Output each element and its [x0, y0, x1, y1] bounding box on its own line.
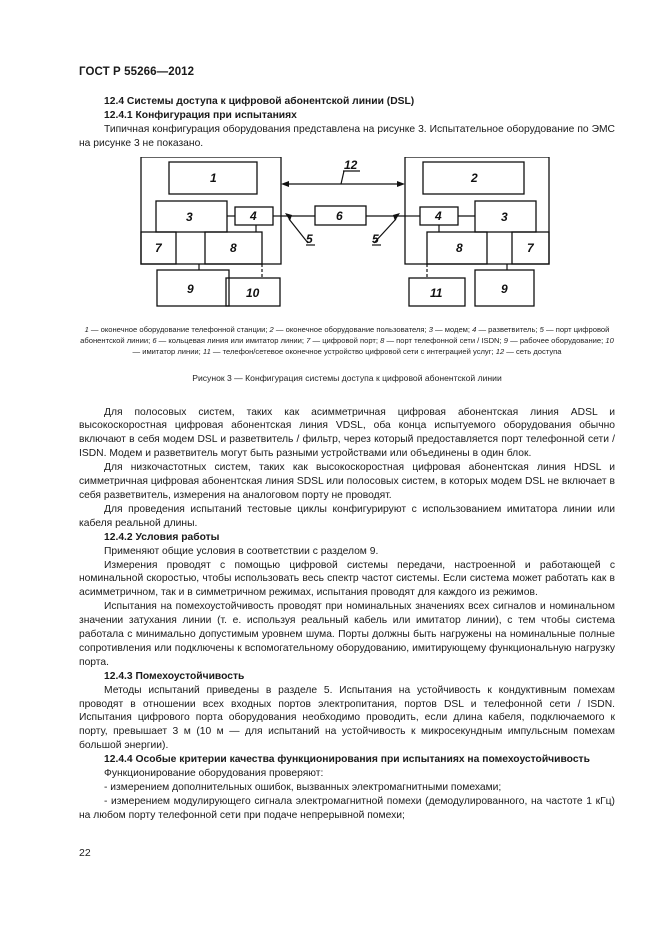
- paragraph-checks: Функционирование оборудования проверяют:: [104, 768, 324, 780]
- label-7-left: 7: [155, 240, 162, 255]
- label-2: 2: [471, 170, 478, 185]
- document-body: [79, 95, 615, 823]
- page-number: 22: [79, 847, 91, 859]
- label-9-left: 9: [187, 281, 194, 296]
- label-4-right: 4: [435, 208, 442, 223]
- paragraph-test-methods: Методы испытаний приведены в разделе 5. Испытания на устойчивость к кондуктивным помехам проводят в отношении всех входных портов электропитания, портов DSL и телефонной сети / ISDN. Испытания цифрового порта оборудования необходимо проводить, если длина кабеля, подключаемого к порту, превышает 3 м (10 м — для испытаний на устойчивость к микросекундным импульсным помехам большой энергии).: [79, 684, 615, 752]
- figure-caption: Рисунок 3 — Конфигурация системы доступа к цифровой абонентской линии: [192, 372, 502, 383]
- label-4-left: 4: [250, 208, 257, 223]
- subsection-heading-12-4-1: 12.4.1 Конфигурация при испытаниях: [104, 109, 297, 121]
- label-7-right: 7: [527, 240, 534, 255]
- paragraph-intro: Типичная конфигурация оборудования представлена на рисунке 3. Испытательное оборудование по ЭМС на рисунке 3 не показано.: [79, 123, 615, 149]
- list-item: - измерением модулирующего сигнала электромагнитной помехи (демодулированного, на частоте 1 кГц) на любом порту телефонной сети при подаче непрерывной помехи;: [79, 795, 615, 821]
- dsl-configuration-diagram: [79, 157, 615, 317]
- label-11: 11: [430, 285, 443, 300]
- paragraph-measurements: Измерения проводят с помощью цифровой системы передачи, настроенной и работающей с номинальной скоростью, чтобы использовать весь спектр частот системы. Если система может работать как в асимметричном, так и в симметричном режимах, испытания проводят для каждого из режимов.: [79, 559, 615, 599]
- paragraph-immunity-tests: Испытания на помехоустойчивость проводят при номинальных значениях всех сигналов и номинальном значении затухания линии (т. е. используя реальный кабель или имитатор линии), с тем чтобы система работала с минимально допустимым уровнем шума. Порты должны быть нагружены на номинальные полные сопротивления или подключены к вспомогательному оборудованию, имитирующему функциональную нагрузку порта.: [79, 601, 615, 668]
- label-8-left: 8: [230, 240, 237, 255]
- label-1: 1: [210, 170, 217, 185]
- label-5-right: 5: [372, 231, 379, 246]
- label-6: 6: [336, 208, 343, 223]
- standard-number: ГОСТ Р 55266—2012: [79, 66, 195, 78]
- section-heading: 12.4 Системы доступа к цифровой абонентской линии (DSL): [104, 96, 415, 107]
- label-12: 12: [344, 157, 358, 172]
- label-10: 10: [246, 285, 260, 300]
- label-5-left: 5: [306, 231, 313, 246]
- figure-legend: 1 — оконечное оборудование телефонной станции; 2 — оконечное оборудование пользователя; 3 — модем; 4 — разветвитель; 5 — порт цифровой абонентской линии; 6 — кольцевая линия или имитатор линии; 7 — цифровой порт; 8 — порт телефонной сети / ISDN; 9 — рабочее оборудование; 10 — имитатор линии; 11 — телефон/сетевое оконечное устройство цифровой сети с интеграцией услуг; 12 — сеть доступа: [80, 324, 614, 356]
- paragraph-bandpass: Для полосовых систем, таких как асимметричная цифровая абонентская линия ADSL и высокоскоростная цифровая абонентская линия VDSL, оба конца испытуемого оборудования обычно включают в себя модем DSL и разветвитель / фильтр, через который предоставляется порт телефонной сети / ISDN. Модем и разветвитель могут быть разными устройствами или объединены в один блок.: [79, 406, 615, 460]
- paragraph-lowfreq: Для низкочастотных систем, таких как высокоскоростная цифровая абонентская линия HDSL и симметричная цифровая абонентская линия SDSL или полосовых систем, в которых модем DSL не включает в себя разветвитель, измерения на аналоговом порту не проводят.: [79, 462, 615, 501]
- subsection-heading-12-4-2: 12.4.2 Условия работы: [104, 531, 220, 543]
- paragraph-test-cycles: Для проведения испытаний тестовые циклы конфигурируют с использованием имитатора линии или кабеля реальной длины.: [79, 503, 615, 529]
- label-9-right: 9: [501, 281, 508, 296]
- label-3-left: 3: [186, 209, 193, 224]
- label-3-right: 3: [501, 209, 508, 224]
- subsection-heading-12-4-3: 12.4.3 Помехоустойчивость: [104, 670, 245, 682]
- subsection-heading-12-4-4: 12.4.4 Особые критерии качества функционирования при испытаниях на помехоустойчивость: [104, 754, 590, 766]
- paragraph-general-conditions: Применяют общие условия в соответствии с разделом 9.: [104, 545, 379, 557]
- label-8-right: 8: [456, 240, 463, 255]
- list-item: - измерением дополнительных ошибок, вызванных электромагнитными помехами;: [104, 782, 502, 793]
